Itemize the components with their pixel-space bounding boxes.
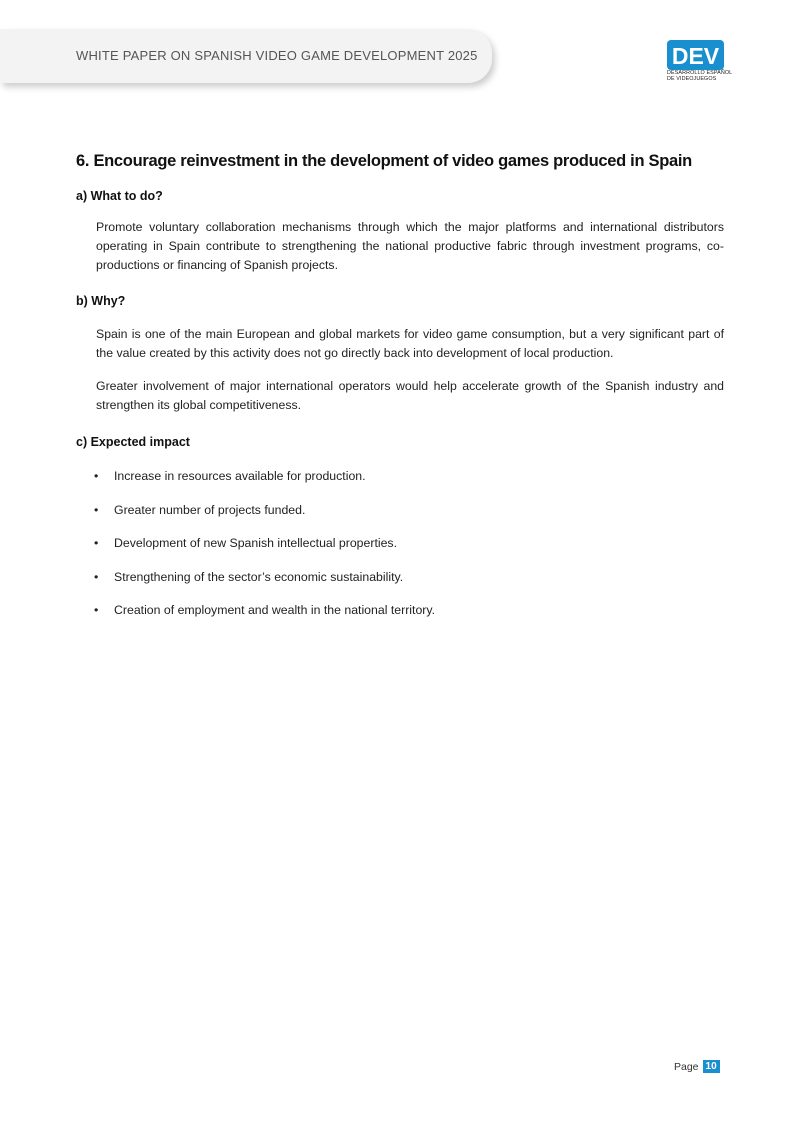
why-paragraph-2: Greater involvement of major international operators would help accelerate growth of the Spanish industry and strengthen its global competitiveness. (96, 379, 724, 412)
list-item-text: Development of new Spanish intellectual properties. (114, 536, 397, 550)
list-item (76, 601, 724, 620)
dev-logo-text: DEV (671, 43, 720, 69)
what-paragraph: Promote voluntary collaboration mechanisms through which the major platforms and international distributors operating in Spain contribute to strengthening the national productive fabric through investment programs, co-productions or financing of Spanish projects. (96, 220, 724, 272)
bullet: • (94, 502, 99, 517)
why-heading: b) Why? (76, 294, 126, 308)
what-heading: a) What to do? (76, 189, 163, 203)
dev-logo (667, 40, 733, 82)
list-item-text: Creation of employment and wealth in the national territory. (114, 603, 436, 617)
bullet: • (94, 469, 99, 483)
list-item (76, 501, 724, 520)
list-item (76, 534, 724, 553)
impact-list (76, 467, 724, 620)
page-label: Page (674, 1060, 699, 1073)
logo-subtitle-1: DESARROLLO ESPAÑOL (667, 70, 733, 76)
bullet: • (94, 569, 99, 584)
list-item-text: Greater number of projects funded. (114, 502, 306, 517)
impact-heading: c) Expected impact (76, 435, 190, 449)
list-item (76, 568, 724, 587)
main-content (76, 150, 724, 635)
list-item-text: Strengthening of the sector’s economic sustainability. (114, 569, 404, 584)
list-item-text: Increase in resources available for production. (114, 469, 366, 483)
why-paragraph-1: Spain is one of the main European and global markets for video game consumption, but a very significant part of the value created by this activity does not go directly back into development of local production. (96, 327, 724, 360)
document-title: WHITE PAPER ON SPANISH VIDEO GAME DEVELOPMENT 2025 (76, 48, 478, 63)
logo-subtitle-2: DE VIDEOJUEGOS (667, 76, 717, 82)
bullet: • (94, 603, 99, 617)
list-item (76, 467, 724, 486)
bullet: • (94, 536, 99, 550)
dev-logo-mark (667, 40, 724, 70)
page-number: 10 (703, 1060, 720, 1073)
page-footer (674, 1060, 720, 1073)
section-title: 6. Encourage reinvestment in the development of video games produced in Spain (76, 152, 692, 170)
